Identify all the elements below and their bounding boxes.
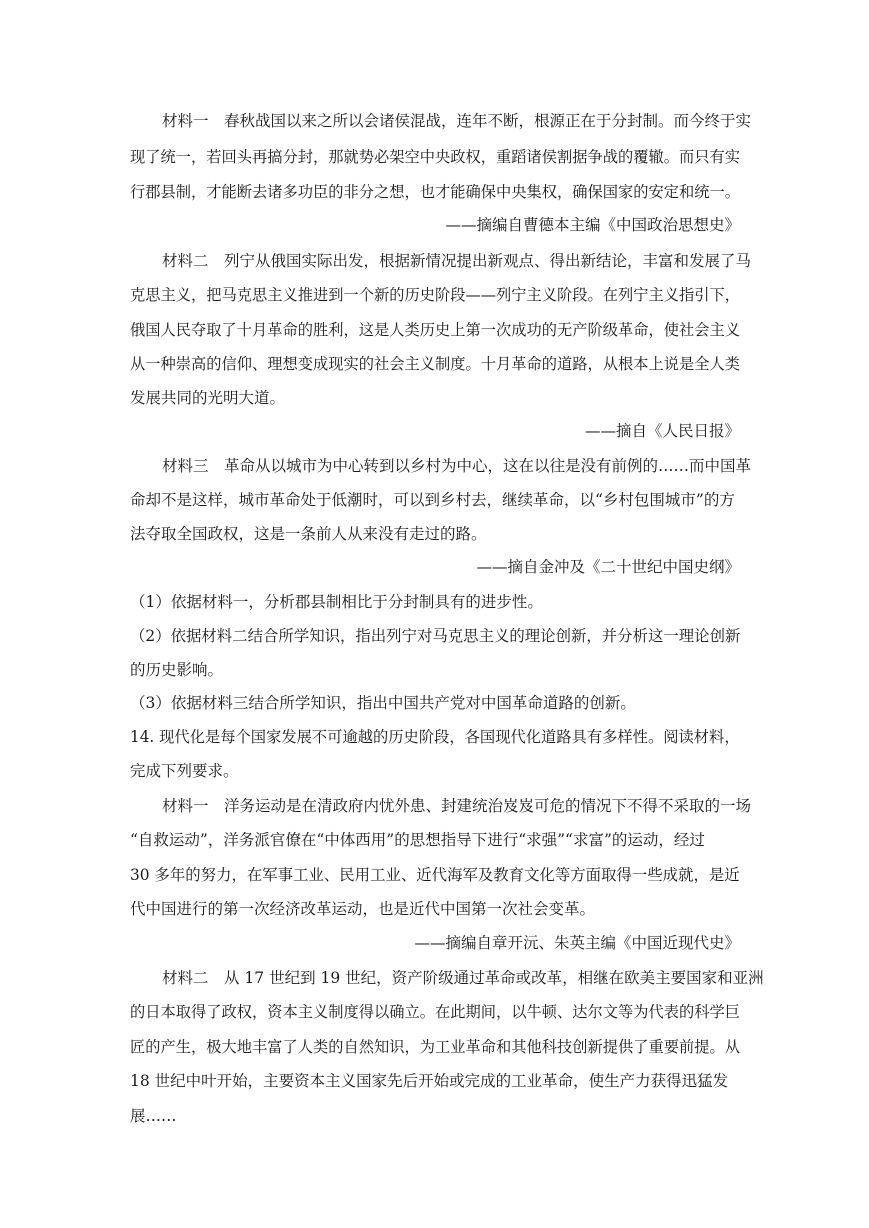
- question-item: 的历史影响。: [130, 661, 224, 679]
- source-citation: ——摘编自曹德本主编《中国政治思想史》: [445, 216, 740, 234]
- text-line: 18 世纪中叶开始，主要资本主义国家先后开始或完成的工业革命，使生产力获得迅猛发: [130, 1072, 729, 1090]
- text-line: 行郡县制，才能断去诸多功臣的非分之想，也才能确保中央集权，确保国家的安定和统一。: [130, 183, 741, 201]
- text-line: 材料二 从 17 世纪到 19 世纪，资产阶级通过革命或改革，相继在欧美主要国家和亚洲: [162, 969, 764, 987]
- source-citation: ——摘自《人民日报》: [584, 422, 740, 440]
- text-line: 命却不是这样，城市革命处于低潮时，可以到乡村去，继续革命，以“乡村包围城市”的方: [130, 491, 735, 509]
- question-item: （1）依据材料一，分析郡县制相比于分封制具有的进步性。: [130, 593, 543, 611]
- text-line: 14. 现代化是每个国家发展不可逾越的历史阶段，各国现代化道路具有多样性。阅读材料，: [130, 728, 740, 746]
- text-line: 材料一 洋务运动是在清政府内忧外患、封建统治岌岌可危的情况下不得不采取的一场: [162, 797, 752, 815]
- text-line: 材料三 革命从以城市为中心转到以乡村为中心，这在以往是没有前例的……而中国革: [162, 457, 752, 475]
- text-line: 克思主义，把马克思主义推进到一个新的历史阶段——列宁主义阶段。在列宁主义指引下，: [130, 286, 741, 304]
- text-line: 的日本取得了政权，资本主义制度得以确立。在此期间，以牛顿、达尔文等为代表的科学巨: [130, 1003, 741, 1021]
- question-item: （3）依据材料三结合所学知识，指出中国共产党对中国革命道路的创新。: [130, 694, 636, 712]
- text-line: 从一种崇高的信仰、理想变成现实的社会主义制度。十月革命的道路，从根本上说是全人类: [130, 355, 741, 373]
- text-line: 现了统一，若回头再搞分封，那就势必架空中央政权，重蹈诸侯割据争战的覆辙。而只有实: [130, 148, 741, 166]
- text-line: 匠的产生，极大地丰富了人类的自然知识，为工业革命和其他科技创新提供了重要前提。从: [130, 1038, 741, 1056]
- source-citation: ——摘编自章开沅、朱英主编《中国近现代史》: [414, 934, 740, 952]
- text-line: 法夺取全国政权，这是一条前人从来没有走过的路。: [130, 525, 487, 543]
- text-line: 材料一 春秋战国以来之所以会诸侯混战，连年不断，根源正在于分封制。而今终于实: [162, 112, 752, 130]
- text-line: 代中国进行的第一次经济改革运动，也是近代中国第一次社会变革。: [130, 900, 596, 918]
- text-line: 完成下列要求。: [130, 762, 239, 780]
- text-line: 发展共同的光明大道。: [130, 389, 286, 407]
- source-citation: ——摘自金冲及《二十世纪中国史纲》: [476, 558, 740, 576]
- text-line: “自救运动”，洋务派官僚在“中体西用”的思想指导下进行“求强”“求富”的运动，经过: [130, 831, 705, 849]
- text-line: 展……: [130, 1107, 177, 1125]
- text-line: 30 多年的努力，在军事工业、民用工业、近代海军及教育文化等方面取得一些成就，是近: [130, 866, 740, 884]
- text-line: 俄国人民夺取了十月革命的胜利，这是人类历史上第一次成功的无产阶级革命，使社会主义: [130, 321, 741, 339]
- text-line: 材料二 列宁从俄国实际出发，根据新情况提出新观点、得出新结论，丰富和发展了马: [162, 252, 752, 270]
- question-item: （2）依据材料二结合所学知识，指出列宁对马克思主义的理论创新，并分析这一理论创新: [130, 627, 741, 645]
